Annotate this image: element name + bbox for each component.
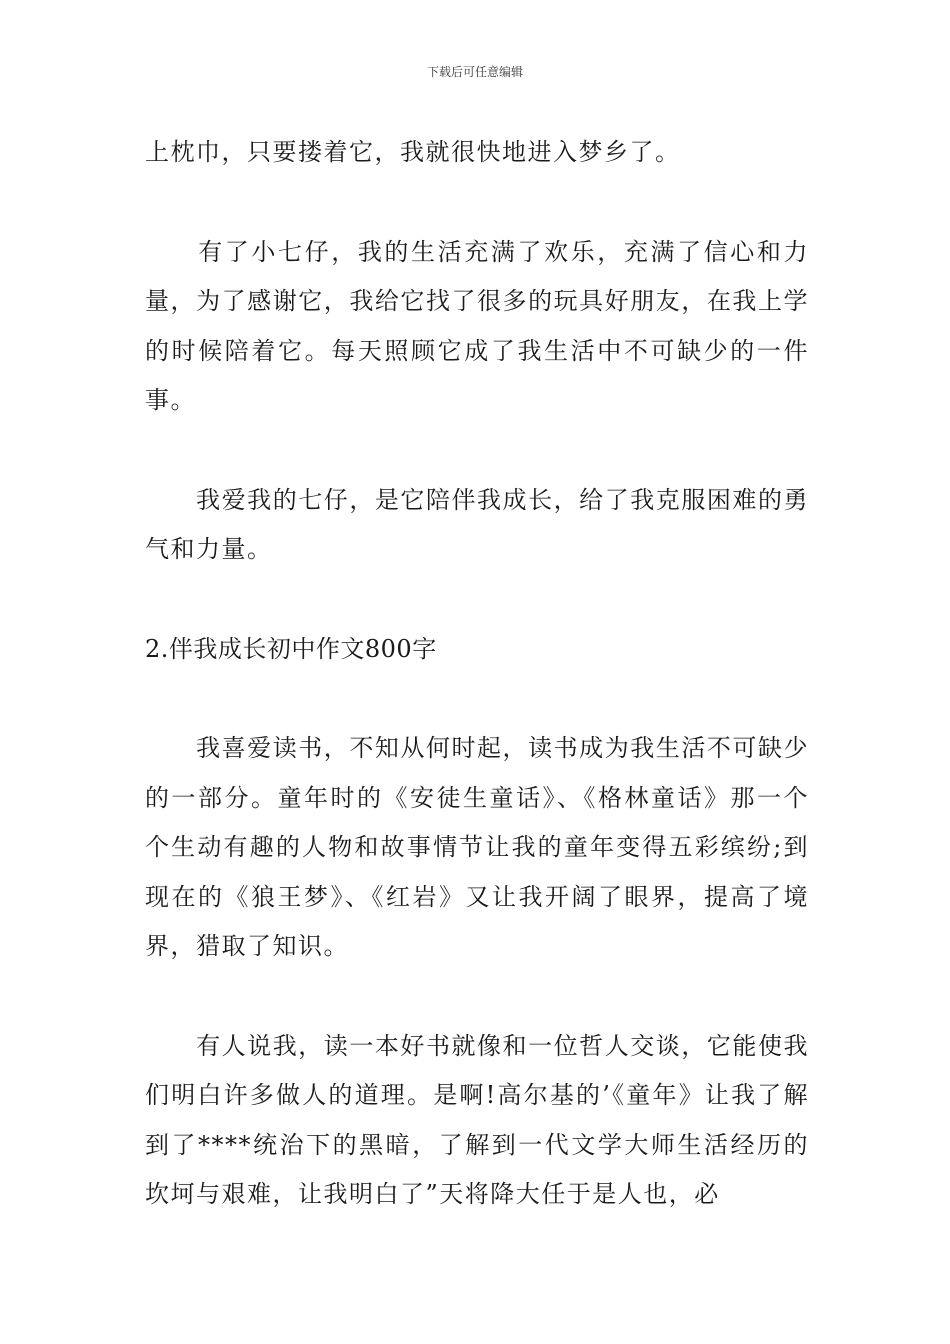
- section-heading: 2.伴我成长初中作文800字: [145, 634, 437, 663]
- paragraph-gap: [145, 674, 809, 724]
- paragraph-xiaoqizai-joy: 有了小七仔，我的生活充满了欢乐，充满了信心和力量，为了感谢它，我给它找了很多的玩具好朋友，在我上学的时候陪着它。每天照顾它成了我生活中不可缺少的一件事。: [145, 237, 809, 414]
- paragraph-gap: [145, 575, 809, 625]
- paragraph-love-reading: 我喜爱读书，不知从何时起，读书成为我生活不可缺少的一部分。童年时的《安徒生童话》、《格林童话》那一个个生动有趣的人物和故事情节让我的童年变得五彩缤纷;到现在的《狼王梦》、《红岩》又让我开阔了眼界，提高了境界，猎取了知识。: [145, 734, 809, 960]
- paragraph-love-qizai: 我爱我的七仔，是它陪伴我成长，给了我克服困难的勇气和力量。: [145, 485, 809, 563]
- paragraph-gap: [145, 426, 809, 476]
- paragraph-philosopher: 有人说我，读一本好书就像和一位哲人交谈，它能使我们明白许多做人的道理。是啊!高尔基的’《童年》让我了解到了****统治下的黑暗，了解到一代文学大师生活经历的坎坷与艰难，让我明白了”天将降大任于是人也，必: [145, 1031, 809, 1208]
- paragraph-gap: [145, 972, 809, 1022]
- document-body: [145, 128, 809, 1220]
- paragraph-continuation: 上枕巾，只要搂着它，我就很快地进入梦乡了。: [145, 138, 681, 166]
- paragraph-gap: [145, 178, 809, 228]
- page-header: 下载后可任意编辑: [426, 65, 523, 79]
